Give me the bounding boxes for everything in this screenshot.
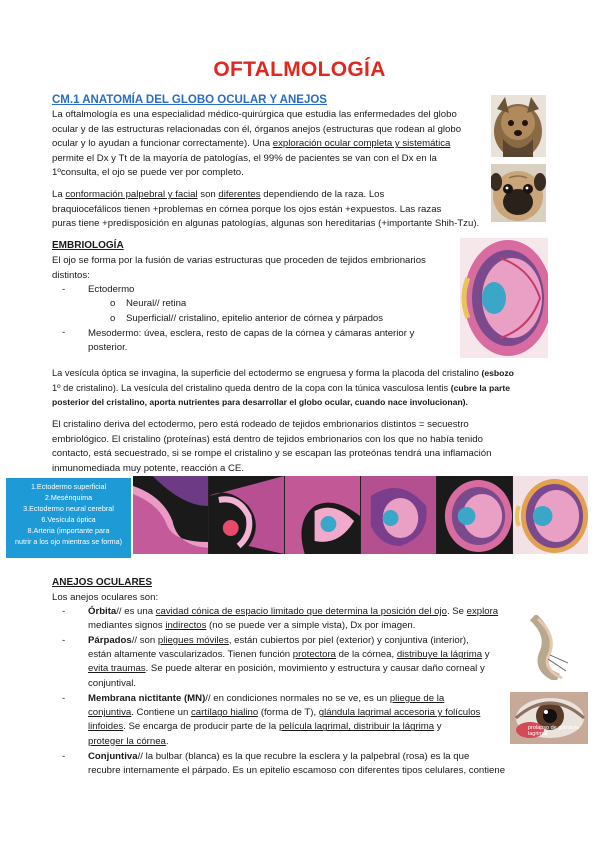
text-line: ocular y lo ayudan a funcionar correctamente). Una exploración ocular completa y sistemática — [52, 138, 451, 150]
cristalino-paragraph: El cristalino deriva del ectodermo, pero está rodeado de tejidos embrionarios distintos = secuestro embriológico. El cristalino (proteínas) está dentro de tejidos embrionarios con los que no había tenido contacto, está secuestrado, si se rompe el cristalino y se escapan las proteónas tendrá una inflamación inmunomediada muy potente, reacción a CE. — [52, 419, 492, 474]
section-heading-anatomia: CM.1 ANATOMÍA DEL GLOBO OCULAR Y ANEJOS — [52, 94, 327, 106]
sub-marker: o — [110, 313, 116, 324]
bullet-dash: - — [62, 635, 66, 646]
text-line: La conformación palpebral y facial son diferentes dependiendo de la raza. Los — [52, 189, 385, 200]
text-line: permite el Dx y Tt de la mayoría de patologías, el 99% de pacientes se van con el Dx en la — [52, 152, 437, 164]
text-line: puras tiene +predisposición en algunas patologías, algunas son hereditarias (+importante Shih-Tzu). — [52, 218, 480, 230]
membrana-nictitante-item: Membrana nictitante (MN)// en condiciones normales no se ve, es un pliegue de la conjuntiva. Contiene un cartílago hialino (forma de T), glándula lagrimal accesoria y folículos linfoides. Se encarga de producir parte de la película lagrimal, distribuir la lágrima y proteger la córnea. — [88, 693, 481, 747]
ectodermo-item: Ectodermo — [88, 284, 135, 295]
embryo-stage-2 — [209, 476, 285, 554]
text-line: braquiocefálicos tienen +problemas en córnea porque los ojos están +expuestos. Las razas — [52, 203, 442, 215]
embryo-stage-3 — [285, 476, 361, 554]
underlined-text: exploración ocular completa y sistemática — [272, 138, 451, 150]
embryo-stage-6 — [513, 476, 588, 554]
bullet-dash: - — [62, 751, 66, 762]
bullet-dash: - — [62, 327, 66, 338]
bullet-dash: - — [62, 606, 66, 617]
sub-marker: o — [110, 298, 116, 309]
anejos-heading: ANEJOS OCULARES — [52, 577, 153, 588]
orbita-item: Órbita// es una cavidad cónica de espacio limitado que determina la posición del ojo. Se explora mediantes signos indirectos (no se puede ver a simple vista), Dx por imagen. — [88, 606, 499, 632]
bullet-dash: - — [62, 284, 66, 295]
embryo-stage-5 — [437, 476, 513, 554]
cherry-eye-photo — [510, 692, 588, 744]
conjuntiva-item: Conjuntiva// la bulbar (blanca) es la que recubre la esclera y la palpebral (rosa) es la que recubre internamente el párpado. Es un epitelio escamoso con diferentes tipos celulares, contiene — [88, 751, 506, 777]
yorkshire-dog-photo — [491, 95, 546, 157]
intro-paragraph — [52, 108, 482, 181]
ectodermo-neural: Neural// retina — [126, 298, 187, 309]
parpados-item: Párpados// son pliegues móviles, están cubiertos por piel (exterior) y conjuntiva (interior), están altamente vascularizados. Tienen función protectora de la córnea, distribuye la lágrima y evita traumas. Se puede alterar en posición, movimiento y estructura y causar daño corneal y conjuntival. — [88, 635, 490, 689]
vesicula-paragraph: La vesícula óptica se invagina, la superficie del ectodermo se engruesa y forma la placoda del cristalino (esbozo 1º de cristalino). La vesícula del cristalino queda dentro de la copa con la túnica vasculosa lentis (cubre la parte posterior del cristalino, aporta nutrientes para desarrollar el globo ocular, cuando nace involucionan). — [52, 368, 514, 408]
raza-paragraph — [52, 188, 562, 232]
embryo-legend-box: 1.Ectodermo superficial 2.Mesénquima 3.Ectodermo neural cerebral 6.Vesícula óptica 8.Arteria (importante para nutrir a los ojo mientras se forma) — [6, 478, 131, 558]
photo-caption: prolapso de glándula lagrimal — [528, 725, 580, 737]
text-line: La oftalmología es una especialidad médico-quirúrgica que estudia las enfermedades del globo — [52, 109, 457, 120]
embryo-stage-4 — [361, 476, 437, 554]
embriologia-heading: EMBRIOLOGÍA — [52, 240, 124, 251]
eyelid-section-illustration — [528, 615, 573, 680]
ectodermo-superficial: Superficial// cristalino, epitelio anterior de córnea y párpados — [126, 313, 384, 324]
bullet-dash: - — [62, 693, 66, 704]
text-line: ocular y de las estructuras relacionadas con él, órganos anejos (estructuras que rodean al globo — [52, 123, 462, 135]
eye-embryo-diagram — [460, 238, 548, 358]
embriologia-intro: El ojo se forma por la fusión de varias estructuras que proceden de tejidos embrionarios distintos: — [52, 255, 426, 281]
mesodermo-item: Mesodermo: úvea, esclera, resto de capas de la córnea y cámaras anterior y posterior. — [88, 328, 415, 354]
page-title: OFTALMOLOGÍA — [213, 58, 386, 81]
text-line: 1ºconsulta, el ojo se puede ver por completo. — [52, 167, 244, 179]
embryo-stage-1 — [133, 476, 209, 554]
embryo-sequence-strip — [133, 476, 588, 554]
anejos-intro: Los anejos oculares son: — [52, 592, 159, 603]
